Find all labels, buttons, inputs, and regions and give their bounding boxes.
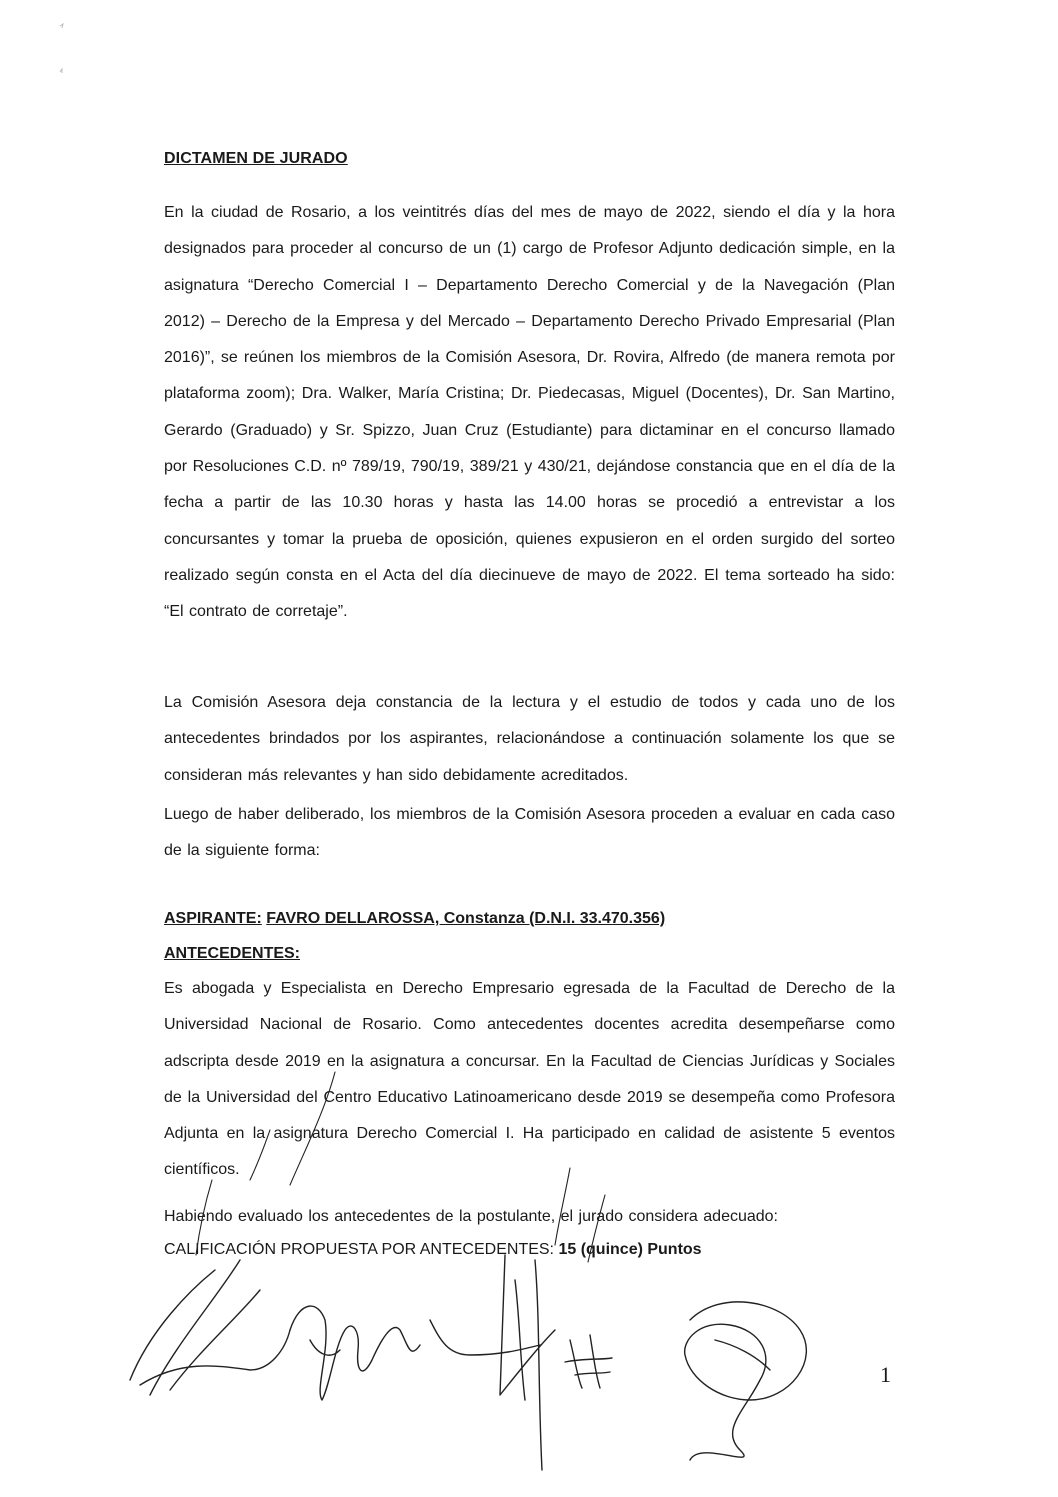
- scan-specks: [0, 0, 1058, 120]
- signature-2: [290, 1306, 540, 1400]
- score-value: 15 (quince) Puntos: [558, 1241, 702, 1258]
- page-number: 1: [880, 1362, 891, 1387]
- score-line: [164, 1241, 702, 1259]
- aspirant-name: FAVRO DELLAROSSA, Constanza (D.N.I. 33.470.356): [266, 910, 666, 927]
- conclusion-sentence: Habiendo evaluado los antecedentes de la postulante, el jurado considera adecuado:: [164, 1208, 778, 1225]
- signature-1: [130, 1260, 290, 1395]
- commission-paragraph: La Comisión Asesora deja constancia de la lectura y el estudio de todos y cada uno de los antecedentes brindados por los aspirantes, relacionándose a continuación solamente los que se consideran más relevantes y han sido debidamente acreditados.: [164, 694, 895, 784]
- score-label: CALIFICACIÓN PROPUESTA POR ANTECEDENTES:: [164, 1241, 554, 1258]
- document-title: DICTAMEN DE JURADO: [164, 150, 348, 167]
- antecedentes-heading: ANTECEDENTES:: [164, 945, 301, 962]
- antecedentes-paragraph: Es abogada y Especialista en Derecho Empresario egresada de la Facultad de Derecho de la Universidad Nacional de Rosario. Como antecedentes docentes acredita desempeñarse como adscripta desde 2019 en la asignatura a concursar. En la Facultad de Ciencias Jurídicas y Sociales de la Universidad del Centro Educativo Latinoamericano desde 2019 se desempeña como Profesora Adjunta en la asignatura Derecho Comercial I. Ha participado en calidad de asistente 5 eventos científicos.: [164, 980, 895, 1179]
- signature-4: [565, 1335, 612, 1388]
- aspirant-label: ASPIRANTE:: [164, 910, 262, 927]
- signature-5: [685, 1302, 807, 1460]
- aspirant-heading: [164, 910, 665, 928]
- signature-3: [500, 1255, 555, 1470]
- evaluation-paragraph: Luego de haber deliberado, los miembros de la Comisión Asesora proceden a evaluar en cada caso de la siguiente forma:: [164, 806, 895, 860]
- intro-paragraph: En la ciudad de Rosario, a los veintitrés días del mes de mayo de 2022, siendo el día y la hora designados para proceder al concurso de un (1) cargo de Profesor Adjunto dedicación simple, en la asignatura “Derecho Comercial I – Departamento Derecho Comercial y de la Navegación (Plan 2012) – Derecho de la Empresa y del Mercado – Departamento Derecho Privado Empresarial (Plan 2016)”, se reúnen los miembros de la Comisión Asesora, Dr. Rovira, Alfredo (de manera remota por plataforma zoom); Dra. Walker, María Cristina; Dr. Piedecasas, Miguel (Docentes), Dr. San Martino, Gerardo (Graduado) y Sr. Spizzo, Juan Cruz (Estudiante) para dictaminar en el concurso llamado por Resoluciones C.D. nº 789/19, 790/19, 389/21 y 430/21, dejándose constancia que en el día de la fecha a partir de las 10.30 horas y hasta las 14.00 horas se procedió a entrevistar a los concursantes y tomar la prueba de oposición, quienes expusieron en el orden surgido del sorteo realizado según consta en el Acta del día diecinueve de mayo de 2022. El tema sorteado ha sido: “El contrato de corretaje”.: [164, 204, 895, 621]
